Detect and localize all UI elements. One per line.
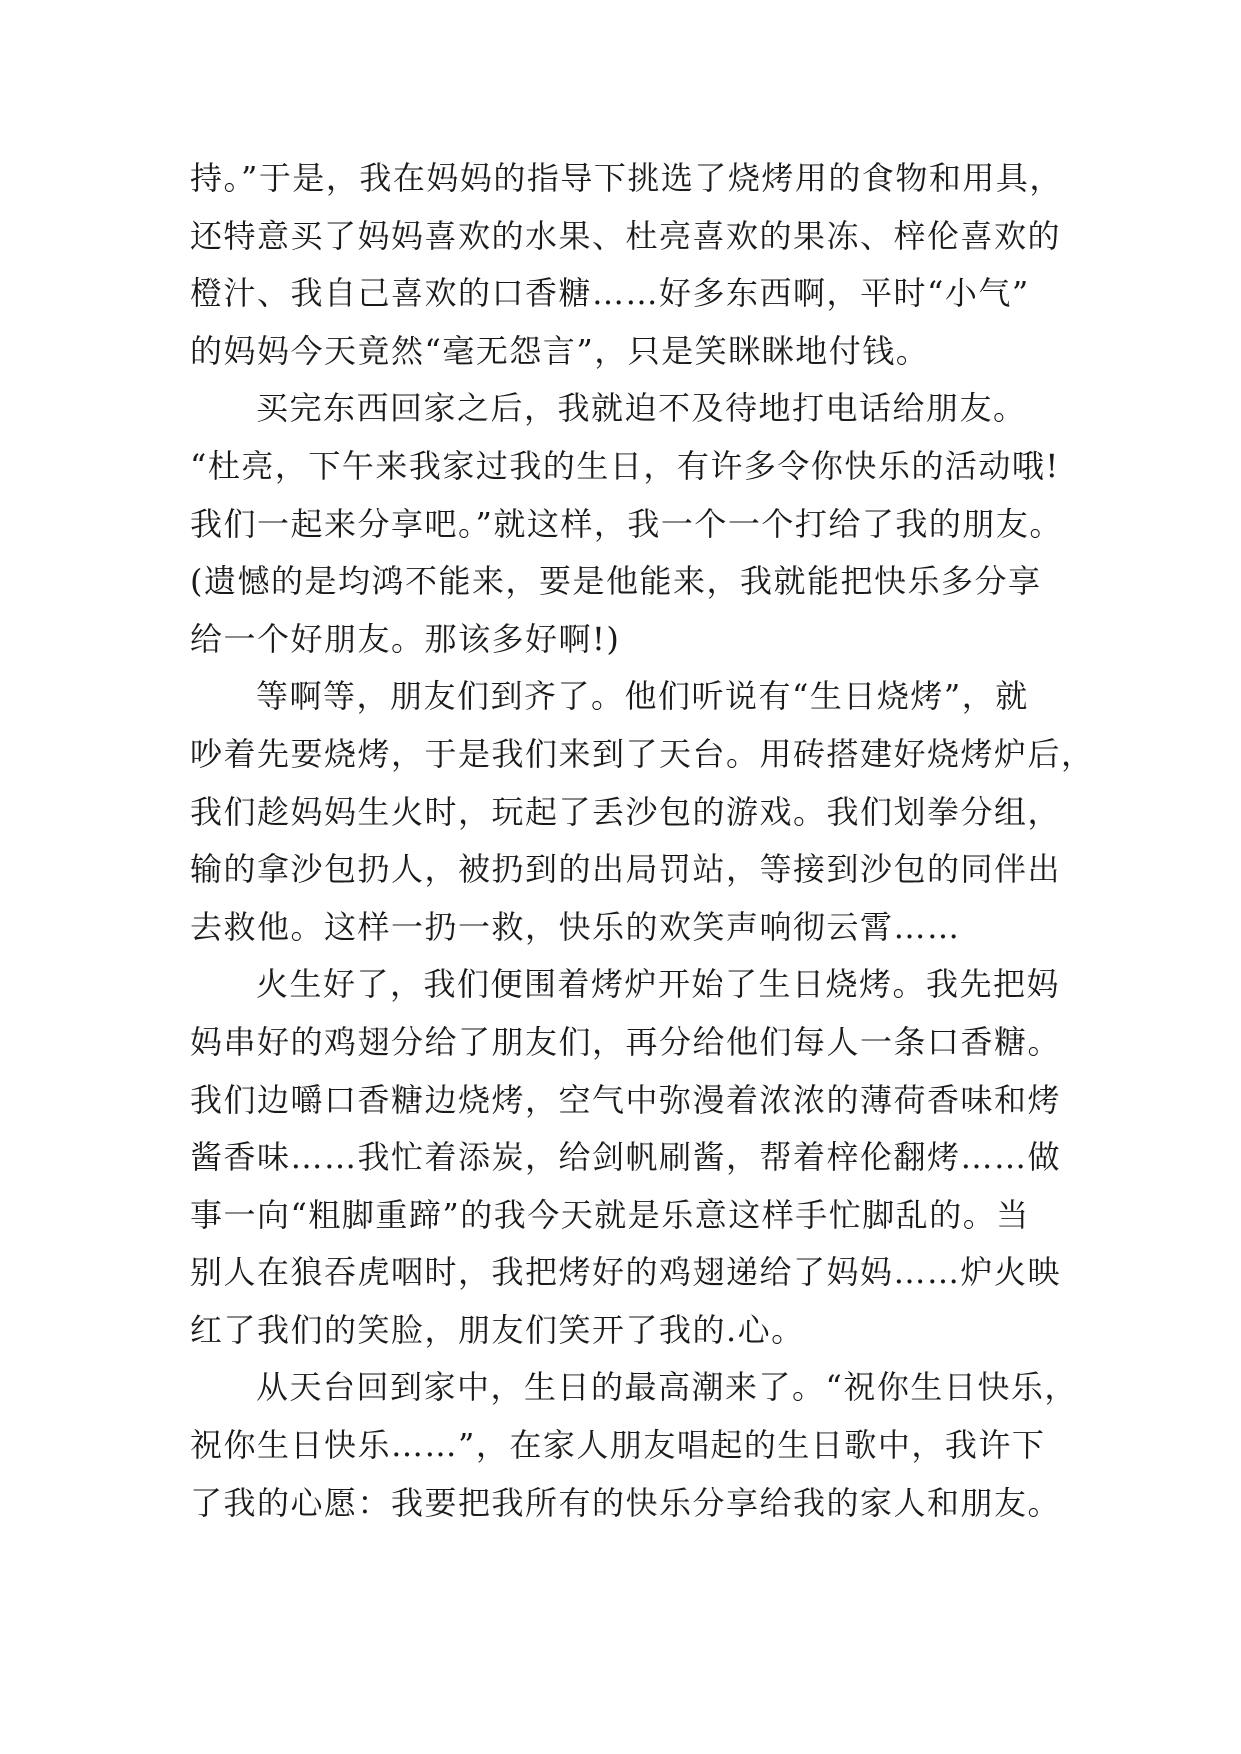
text-line: 红了我们的笑脸，朋友们笑开了我的.心。 [190, 1310, 805, 1349]
text-line: 事一向“粗脚重蹄”的我今天就是乐意这样手忙脚乱的。当 [190, 1195, 1030, 1234]
text-line: 祝你生日快乐……”，在家人朋友唱起的生日歌中，我许下 [190, 1426, 1046, 1465]
text-line: “杜亮，下午来我家过我的生日，有许多令你快乐的活动哦! [190, 446, 1060, 485]
text-line: 我们趁妈妈生火时，玩起了丢沙包的游戏。我们划拳分组， [190, 792, 1062, 831]
text-line: 输的拿沙包扔人，被扔到的出局罚站，等接到沙包的同伴出 [190, 850, 1062, 889]
text-line: 的妈妈今天竟然“毫无怨言”，只是笑眯眯地付钱。 [190, 331, 930, 370]
text-line: 还特意买了妈妈喜欢的水果、杜亮喜欢的果冻、梓伦喜欢的 [190, 216, 1062, 255]
paragraph-first-line: 买完东西回家之后，我就迫不及待地打电话给朋友。 [256, 389, 1027, 428]
text-line: 别人在狼吞虎咽时，我把烤好的鸡翅递给了妈妈……炉火映 [190, 1253, 1062, 1292]
text-line: 吵着先要烧烤，于是我们来到了天台。用砖搭建好烧烤炉后， [190, 734, 1095, 773]
text-line: 橙汁、我自己喜欢的口香糖……好多东西啊，平时“小气” [190, 274, 1030, 313]
text-line: 酱香味……我忙着添炭，给剑帆刷酱，帮着梓伦翻烤……做 [190, 1138, 1062, 1177]
text-line: 持。”于是，我在妈妈的指导下挑选了烧烤用的食物和用具， [190, 159, 1063, 197]
text-line: (遗憾的是均鸿不能来，要是他能来，我就能把快乐多分享 [190, 562, 1042, 601]
essay-body [190, 150, 1095, 1532]
paragraph-first-line: 等啊等，朋友们到齐了。他们听说有“生日烧烤”，就 [256, 677, 1029, 716]
paragraph-first-line: 从天台回到家中，生日的最高潮来了。“祝你生日快乐， [256, 1368, 1078, 1407]
text-line: 了我的心愿：我要把我所有的快乐分享给我的家人和朋友。 [190, 1483, 1062, 1522]
text-line: 给一个好朋友。那该多好啊!) [190, 619, 621, 658]
paragraph-first-line: 火生好了，我们便围着烤炉开始了生日烧烤。我先把妈 [256, 965, 1061, 1004]
text-line: 我们边嚼口香糖边烧烤，空气中弥漫着浓浓的薄荷香味和烤 [190, 1080, 1062, 1119]
text-line: 去救他。这样一扔一救，快乐的欢笑声响彻云霄…… [190, 907, 961, 946]
text-line: 妈串好的鸡翅分给了朋友们，再分给他们每人一条口香糖。 [190, 1022, 1062, 1061]
text-line: 我们一起来分享吧。”就这样，我一个一个打给了我的朋友。 [190, 504, 1063, 543]
